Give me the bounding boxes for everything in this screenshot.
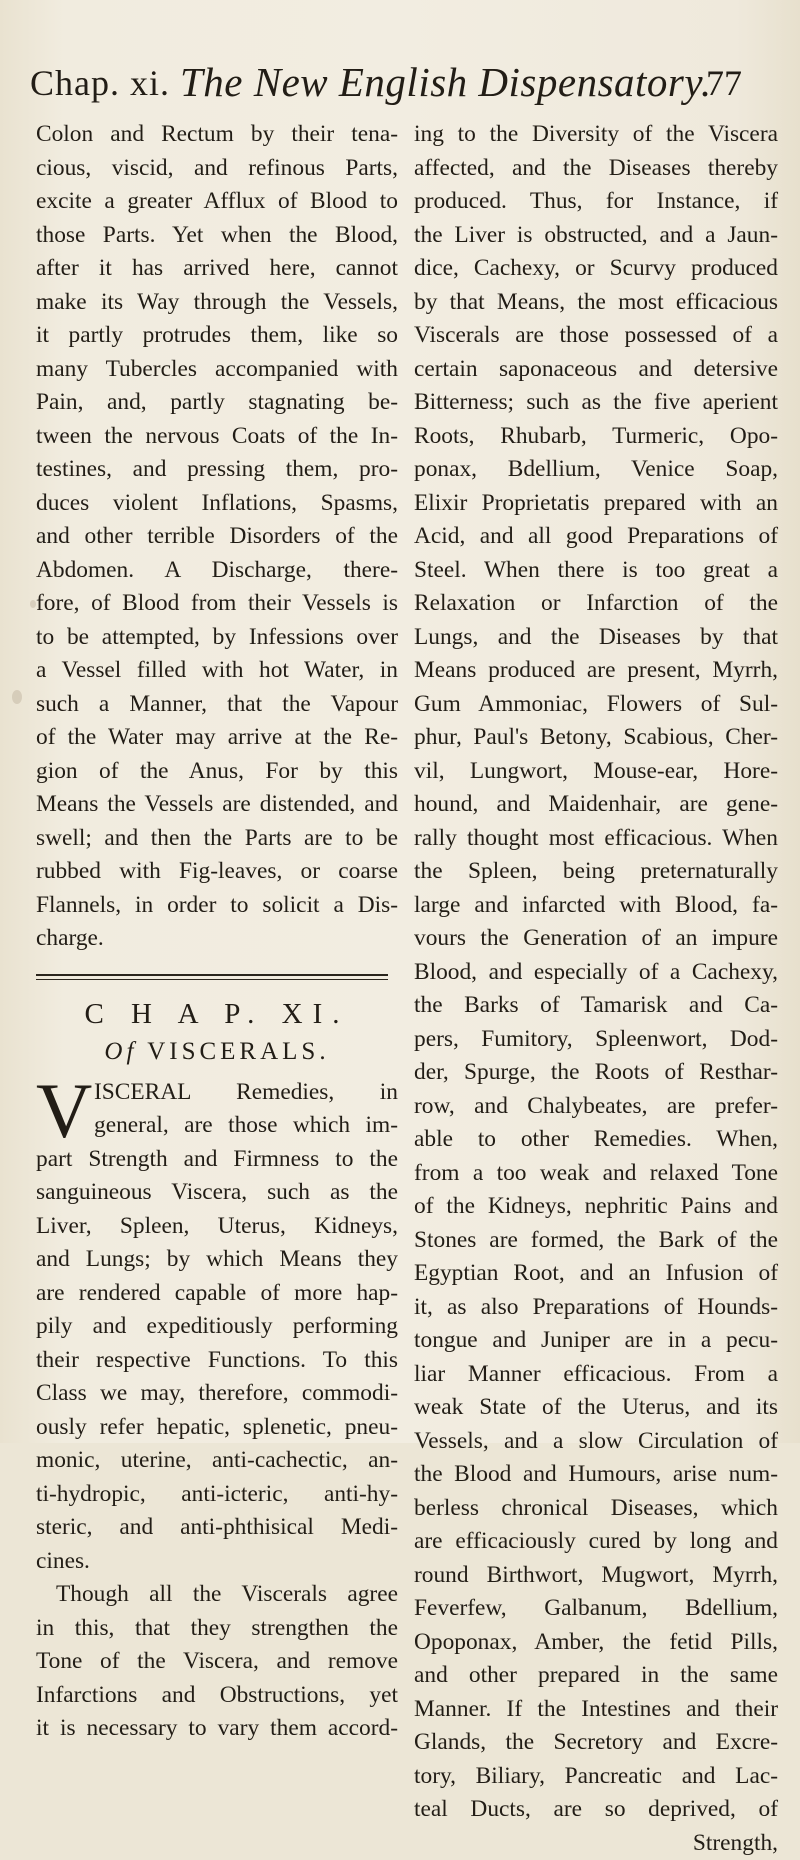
text-line: hound, and Maidenhair, are gene- — [414, 788, 778, 822]
text-line: vours the Generation of an impure — [414, 922, 778, 956]
text-line: round Birthwort, Mugwort, Myrrh, — [414, 1559, 778, 1593]
ink-spot — [12, 690, 22, 704]
text-line: part Strength and Firmness to the — [36, 1143, 398, 1177]
text-line: pers, Fumitory, Spleenwort, Dod- — [414, 1023, 778, 1057]
text-line: Acid, and all good Preparations of — [414, 520, 778, 554]
text-line: the Blood and Humours, arise num- — [414, 1458, 778, 1492]
text-line: Class we may, therefore, commodi- — [36, 1377, 398, 1411]
text-line: fore, of Blood from their Vessels is — [36, 587, 398, 621]
text-line: Viscerals are those possessed of a — [414, 319, 778, 353]
text-line: rubbed with Fig-leaves, or coarse — [36, 855, 398, 889]
text-line: the Barks of Tamarisk and Ca- — [414, 989, 778, 1023]
text-line: Though all the Viscerals agree — [36, 1578, 398, 1612]
text-line: duces violent Inflations, Spasms, — [36, 487, 398, 521]
section-heading-prefix: Of — [104, 1038, 137, 1065]
text-line: dice, Cachexy, or Scurvy produced — [414, 252, 778, 286]
text-line: of the Water may arrive at the Re- — [36, 721, 398, 755]
text-line: Steel. When there is too great a — [414, 554, 778, 588]
text-line: weak State of the Uterus, and its — [414, 1391, 778, 1425]
text-line: Means produced are present, Myrrh, — [414, 654, 778, 688]
text-line: Egyptian Root, and an Infusion of — [414, 1257, 778, 1291]
right-column — [414, 118, 778, 1860]
text-line: Gum Ammoniac, Flowers of Sul- — [414, 688, 778, 722]
text-line: Tone of the Viscera, and remove — [36, 1645, 398, 1679]
text-line: able to other Remedies. When, — [414, 1123, 778, 1157]
text-line: tongue and Juniper are in a pecu- — [414, 1324, 778, 1358]
text-line: Liver, Spleen, Uterus, Kidneys, — [36, 1210, 398, 1244]
text-line: ing to the Diversity of the Viscera — [414, 118, 778, 152]
text-line: Infarctions and Obstructions, yet — [36, 1679, 398, 1713]
text-line: ponax, Bdellium, Venice Soap, — [414, 453, 778, 487]
text-line: Relaxation or Infarction of the — [414, 587, 778, 621]
text-line: Pain, and, partly stagnating be- — [36, 386, 398, 420]
second-paragraph — [36, 1578, 398, 1746]
text-line: general, are those which im- — [36, 1109, 398, 1143]
text-line: der, Spurge, the Roots of Resthar- — [414, 1056, 778, 1090]
text-line: their respective Functions. To this — [36, 1344, 398, 1378]
text-line: those Parts. Yet when the Blood, — [36, 219, 398, 253]
text-line: berless chronical Diseases, which — [414, 1492, 778, 1526]
text-line: ti-hydropic, anti-icteric, anti-hy- — [36, 1478, 398, 1512]
text-line: such a Manner, that the Vapour — [36, 688, 398, 722]
text-line: phur, Paul's Betony, Scabious, Cher- — [414, 721, 778, 755]
text-line: ously refer hepatic, splenetic, pneu- — [36, 1411, 398, 1445]
text-line: are efficaciously cured by long and — [414, 1525, 778, 1559]
text-line: ISCERAL Remedies, in — [36, 1076, 398, 1110]
text-line: many Tubercles accompanied with — [36, 353, 398, 387]
text-line: it partly protrudes them, like so — [36, 319, 398, 353]
text-line: swell; and then the Parts are to be — [36, 822, 398, 856]
text-line: and other prepared in the same — [414, 1659, 778, 1693]
text-line: Opoponax, Amber, the fetid Pills, — [414, 1626, 778, 1660]
text-line: affected, and the Diseases thereby — [414, 152, 778, 186]
text-line: and other terrible Disorders of the — [36, 520, 398, 554]
text-line: are rendered capable of more hap- — [36, 1277, 398, 1311]
text-line: tween the nervous Coats of the In- — [36, 420, 398, 454]
section-heading — [36, 1034, 398, 1070]
text-line: Abdomen. A Discharge, there- — [36, 554, 398, 588]
text-line: Stones are formed, the Bark of the — [414, 1224, 778, 1258]
text-line: a Vessel filled with hot Water, in — [36, 654, 398, 688]
text-line: sanguineous Viscera, such as the — [36, 1176, 398, 1210]
text-line: liar Manner efficacious. From a — [414, 1358, 778, 1392]
section-heading-text: VISCERALS. — [147, 1038, 329, 1065]
text-line: Roots, Rhubarb, Turmeric, Opo- — [414, 420, 778, 454]
text-line: pily and expeditiously performing — [36, 1310, 398, 1344]
text-line: Blood, and especially of a Cachexy, — [414, 956, 778, 990]
text-line: vil, Lungwort, Mouse-ear, Hore- — [414, 755, 778, 789]
text-line: row, and Chalybeates, are prefer- — [414, 1090, 778, 1124]
chapter-heading: C H A P. XI. — [36, 994, 398, 1034]
text-line: and Lungs; by which Means they — [36, 1243, 398, 1277]
text-line: Elixir Proprietatis prepared with an — [414, 487, 778, 521]
text-line: in this, that they strengthen the — [36, 1612, 398, 1646]
text-line: tory, Biliary, Pancreatic and Lac- — [414, 1760, 778, 1794]
text-line: certain saponaceous and detersive — [414, 353, 778, 387]
text-line: steric, and anti-phthisical Medi- — [36, 1511, 398, 1545]
first-paragraph — [36, 1076, 398, 1579]
text-line: Means the Vessels are distended, and — [36, 788, 398, 822]
text-line: it is necessary to vary them accord- — [36, 1712, 398, 1746]
text-line: Lungs, and the Diseases by that — [414, 621, 778, 655]
text-line: make its Way through the Vessels, — [36, 286, 398, 320]
text-line: teal Ducts, are so deprived, of — [414, 1793, 778, 1827]
text-line: large and infarcted with Blood, fa- — [414, 889, 778, 923]
left-column — [36, 118, 398, 1746]
running-title: The New English Dispensatory. — [180, 58, 712, 106]
text-line: cious, viscid, and refinous Parts, — [36, 152, 398, 186]
text-line: the Liver is obstructed, and a Jaun- — [414, 219, 778, 253]
text-line: excite a greater Afflux of Blood to — [36, 185, 398, 219]
text-line: after it has arrived here, cannot — [36, 252, 398, 286]
text-line: Flannels, in order to solicit a Dis- — [36, 889, 398, 923]
continued-paragraph — [36, 118, 398, 956]
text-line: Feverfew, Galbanum, Bdellium, — [414, 1592, 778, 1626]
page-number: 77 — [706, 62, 742, 104]
text-line: cines. — [36, 1545, 398, 1579]
text-line: by that Means, the most efficacious — [414, 286, 778, 320]
chapter-label: Chap. xi. — [30, 62, 170, 104]
text-line: Bitterness; such as the five aperient — [414, 386, 778, 420]
text-line: testines, and pressing them, pro- — [36, 453, 398, 487]
running-header — [0, 58, 800, 108]
text-line: to be attempted, by Infessions over — [36, 621, 398, 655]
text-line: from a too weak and relaxed Tone — [414, 1157, 778, 1191]
drop-cap: V — [36, 1080, 88, 1142]
text-line: Glands, the Secretory and Excre- — [414, 1726, 778, 1760]
text-line: produced. Thus, for Instance, if — [414, 185, 778, 219]
chapter-divider-rule — [36, 974, 388, 980]
text-line: Strength, — [414, 1827, 778, 1860]
text-line: rally thought most efficacious. When — [414, 822, 778, 856]
text-line: of the Kidneys, nephritic Pains and — [414, 1190, 778, 1224]
text-line: charge. — [36, 922, 398, 956]
text-line: Manner. If the Intestines and their — [414, 1693, 778, 1727]
text-line: monic, uterine, anti-cachectic, an- — [36, 1444, 398, 1478]
text-line: Colon and Rectum by their tena- — [36, 118, 398, 152]
text-line: gion of the Anus, For by this — [36, 755, 398, 789]
text-line: the Spleen, being preternaturally — [414, 855, 778, 889]
text-line: it, as also Preparations of Hounds- — [414, 1291, 778, 1325]
text-line: Vessels, and a slow Circulation of — [414, 1425, 778, 1459]
